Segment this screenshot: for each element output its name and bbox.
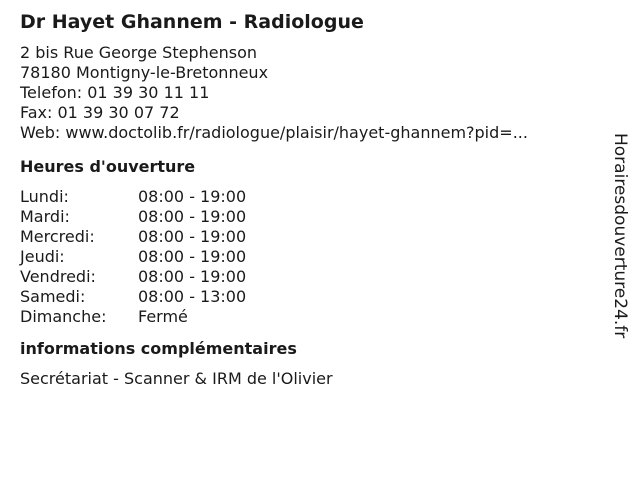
day-label: Vendredi: <box>20 267 96 286</box>
page-title: Dr Hayet Ghannem - Radiologue <box>20 11 364 33</box>
hours-row-tuesday <box>20 207 600 227</box>
day-label: Mercredi: <box>20 227 95 246</box>
day-hours: Fermé <box>138 307 188 326</box>
phone-number: Telefon: 01 39 30 11 11 <box>20 83 210 102</box>
day-hours: 08:00 - 13:00 <box>138 287 247 306</box>
day-hours: 08:00 - 19:00 <box>138 267 247 286</box>
address-line-city: 78180 Montigny-le-Bretonneux <box>20 63 269 82</box>
day-label: Samedi: <box>20 287 86 306</box>
opening-hours-heading: Heures d'ouverture <box>20 157 196 176</box>
day-label: Dimanche: <box>20 307 107 326</box>
site-watermark: Horairesdouverture24.fr <box>610 133 630 339</box>
website-link[interactable]: Web: www.doctolib.fr/radiologue/plaisir/hayet-ghannem?pid=... <box>20 123 528 142</box>
opening-hours-table <box>20 187 600 327</box>
hours-row-sunday <box>20 307 600 327</box>
hours-row-monday <box>20 187 600 207</box>
hours-row-thursday <box>20 247 600 267</box>
listing-content <box>20 10 600 389</box>
day-hours: 08:00 - 19:00 <box>138 227 247 246</box>
additional-info-heading: informations complémentaires <box>20 339 297 358</box>
day-label: Mardi: <box>20 207 70 226</box>
day-hours: 08:00 - 19:00 <box>138 187 247 206</box>
additional-info-text: Secrétariat - Scanner & IRM de l'Olivier <box>20 369 333 388</box>
day-label: Jeudi: <box>20 247 65 266</box>
day-hours: 08:00 - 19:00 <box>138 247 247 266</box>
day-label: Lundi: <box>20 187 69 206</box>
hours-row-friday <box>20 267 600 287</box>
contact-block <box>20 43 600 143</box>
address-line-street: 2 bis Rue George Stephenson <box>20 43 257 62</box>
hours-row-saturday <box>20 287 600 307</box>
fax-number: Fax: 01 39 30 07 72 <box>20 103 180 122</box>
day-hours: 08:00 - 19:00 <box>138 207 247 226</box>
hours-row-wednesday <box>20 227 600 247</box>
